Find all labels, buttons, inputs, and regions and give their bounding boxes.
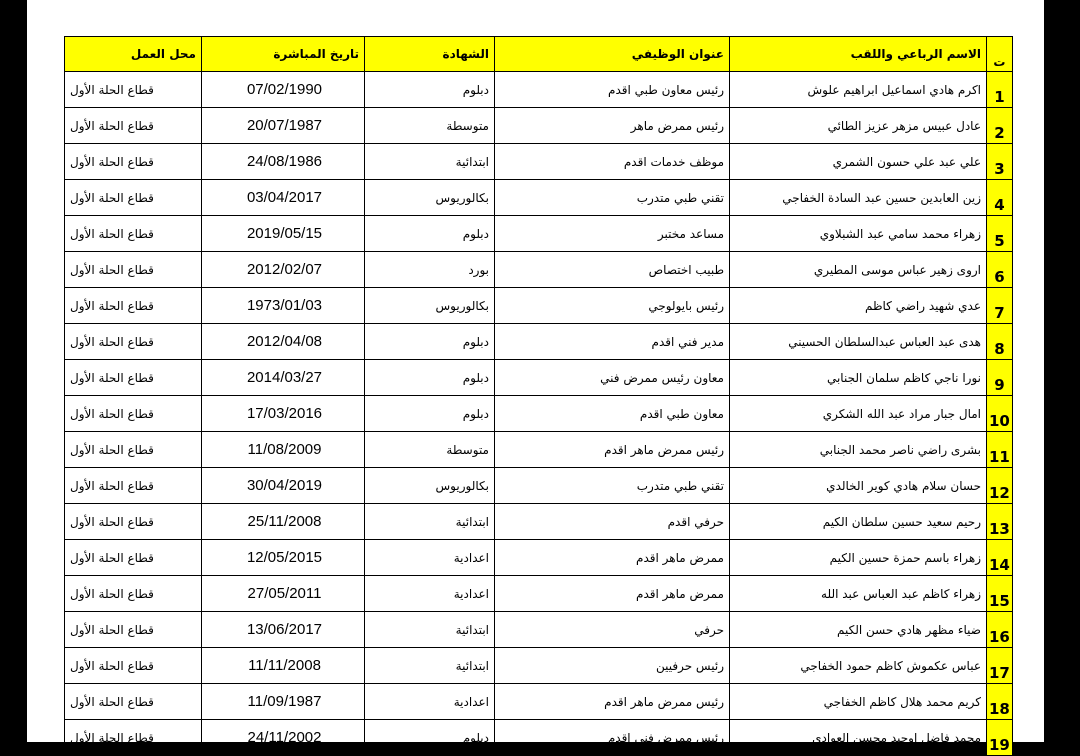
cell-location [65, 288, 202, 324]
row-number: 12 [987, 468, 1013, 504]
cell-location-text: قطاع الحلة الأول [70, 262, 154, 277]
table-row [65, 612, 1013, 648]
header-title: عنوان الوظيفي [495, 37, 730, 72]
cell-name: عادل عبيس مزهر عزيز الطائي [730, 108, 987, 144]
cell-location [65, 324, 202, 360]
cell-location [65, 684, 202, 720]
cell-name: زهراء باسم حمزة حسين الكيم [730, 540, 987, 576]
cell-certificate: ابتدائية [365, 504, 495, 540]
row-number: 11 [987, 432, 1013, 468]
row-number: 1 [987, 72, 1013, 108]
table-row [65, 396, 1013, 432]
cell-start-date: 24/11/2002 [202, 720, 365, 756]
cell-name: بشرى راضي ناصر محمد الجنابي [730, 432, 987, 468]
cell-certificate: دبلوم [365, 360, 495, 396]
cell-certificate: بكالوريوس [365, 468, 495, 504]
cell-job-title: رئيس ممرض ماهر اقدم [495, 432, 730, 468]
table-row [65, 684, 1013, 720]
row-number: 4 [987, 180, 1013, 216]
cell-name: علي عبد علي حسون الشمري [730, 144, 987, 180]
cell-start-date: 17/03/2016 [202, 396, 365, 432]
cell-start-date: 30/04/2019 [202, 468, 365, 504]
cell-certificate: دبلوم [365, 324, 495, 360]
row-number: 6 [987, 252, 1013, 288]
cell-start-date: 2012/04/08 [202, 324, 365, 360]
cell-start-date: 11/11/2008 [202, 648, 365, 684]
cell-name: امال جبار مراد عبد الله الشكري [730, 396, 987, 432]
cell-start-date: 27/05/2011 [202, 576, 365, 612]
table-row [65, 252, 1013, 288]
cell-certificate: متوسطة [365, 108, 495, 144]
cell-location [65, 72, 202, 108]
cell-start-date: 12/05/2015 [202, 540, 365, 576]
cell-name: زين العابدين حسين عبد السادة الخفاجي [730, 180, 987, 216]
cell-job-title: طبيب اختصاص [495, 252, 730, 288]
cell-location-text: قطاع الحلة الأول [70, 658, 154, 673]
cell-certificate: اعدادية [365, 576, 495, 612]
cell-name: كريم محمد هلال كاظم الخفاجي [730, 684, 987, 720]
cell-start-date: 2012/02/07 [202, 252, 365, 288]
cell-name: عباس عكموش كاظم حمود الخفاجي [730, 648, 987, 684]
cell-location-text: قطاع الحلة الأول [70, 118, 154, 133]
cell-certificate: متوسطة [365, 432, 495, 468]
cell-job-title: مدير فني اقدم [495, 324, 730, 360]
cell-location [65, 144, 202, 180]
table-row [65, 540, 1013, 576]
cell-job-title: ممرض ماهر اقدم [495, 576, 730, 612]
cell-certificate: دبلوم [365, 72, 495, 108]
cell-certificate: بكالوريوس [365, 288, 495, 324]
cell-name: زهراء محمد سامي عبد الشبلاوي [730, 216, 987, 252]
cell-job-title: رئيس ممرض فني اقدم [495, 720, 730, 756]
document-page [27, 0, 1044, 754]
cell-location-text: قطاع الحلة الأول [70, 622, 154, 637]
cell-start-date: 11/09/1987 [202, 684, 365, 720]
row-number: 7 [987, 288, 1013, 324]
cell-location-text: قطاع الحلة الأول [70, 478, 154, 493]
cell-name: زهراء كاظم عبد العباس عبد الله [730, 576, 987, 612]
row-number: 2 [987, 108, 1013, 144]
table-row [65, 216, 1013, 252]
header-cert: الشهادة [365, 37, 495, 72]
cell-location [65, 648, 202, 684]
cell-certificate: دبلوم [365, 720, 495, 756]
cell-certificate: بورد [365, 252, 495, 288]
cell-start-date: 25/11/2008 [202, 504, 365, 540]
cell-location-text: قطاع الحلة الأول [70, 334, 154, 349]
row-number: 5 [987, 216, 1013, 252]
row-number: 19 [987, 720, 1013, 756]
cell-job-title: حرفي [495, 612, 730, 648]
cell-location-text: قطاع الحلة الأول [70, 298, 154, 313]
cell-start-date: 24/08/1986 [202, 144, 365, 180]
cell-location [65, 720, 202, 756]
table-row [65, 504, 1013, 540]
table-row [65, 360, 1013, 396]
table-row [65, 720, 1013, 756]
cell-name: رحيم سعيد حسين سلطان الكيم [730, 504, 987, 540]
table-row [65, 432, 1013, 468]
cell-name: نورا ناجي كاظم سلمان الجنابي [730, 360, 987, 396]
cell-location-text: قطاع الحلة الأول [70, 226, 154, 241]
cell-job-title: رئيس ممرض ماهر اقدم [495, 684, 730, 720]
row-number: 3 [987, 144, 1013, 180]
header-date: تاريخ المباشرة [202, 37, 365, 72]
cell-location [65, 504, 202, 540]
cell-name: اكرم هادي اسماعيل ابراهيم علوش [730, 72, 987, 108]
cell-job-title: رئيس ممرض ماهر [495, 108, 730, 144]
row-number: 10 [987, 396, 1013, 432]
cell-job-title: مساعد مختبر [495, 216, 730, 252]
cell-location [65, 252, 202, 288]
cell-job-title: موظف خدمات اقدم [495, 144, 730, 180]
table-row [65, 648, 1013, 684]
cell-location [65, 216, 202, 252]
table-row [65, 576, 1013, 612]
cell-location [65, 576, 202, 612]
table-row [65, 324, 1013, 360]
cell-name: حسان سلام هادي كوير الخالدي [730, 468, 987, 504]
cell-start-date: 03/04/2017 [202, 180, 365, 216]
cell-location [65, 396, 202, 432]
cell-certificate: ابتدائية [365, 144, 495, 180]
row-number: 14 [987, 540, 1013, 576]
table-row [65, 108, 1013, 144]
cell-location-text: قطاع الحلة الأول [70, 370, 154, 385]
cell-location-text: قطاع الحلة الأول [70, 514, 154, 529]
cell-location-text: قطاع الحلة الأول [70, 730, 154, 745]
cell-location-text: قطاع الحلة الأول [70, 694, 154, 709]
table-row [65, 72, 1013, 108]
cell-certificate: اعدادية [365, 540, 495, 576]
cell-start-date: 20/07/1987 [202, 108, 365, 144]
cell-name: اروى زهير عباس موسى المطيري [730, 252, 987, 288]
cell-job-title: ممرض ماهر اقدم [495, 540, 730, 576]
cell-certificate: ابتدائية [365, 612, 495, 648]
cell-location-text: قطاع الحلة الأول [70, 82, 154, 97]
cell-start-date: 11/08/2009 [202, 432, 365, 468]
cell-job-title: حرفي اقدم [495, 504, 730, 540]
cell-location-text: قطاع الحلة الأول [70, 190, 154, 205]
cell-location [65, 540, 202, 576]
employee-table [64, 36, 1013, 756]
cell-location [65, 432, 202, 468]
table-row [65, 288, 1013, 324]
cell-location [65, 612, 202, 648]
cell-location-text: قطاع الحلة الأول [70, 154, 154, 169]
row-number: 18 [987, 684, 1013, 720]
row-number: 17 [987, 648, 1013, 684]
header-location: محل العمل [65, 37, 202, 72]
cell-location-text: قطاع الحلة الأول [70, 406, 154, 421]
cell-job-title: رئيس معاون طبي اقدم [495, 72, 730, 108]
cell-job-title: معاون رئيس ممرض فني [495, 360, 730, 396]
cell-name: محمد فاضل اوحيد محسن العوادي [730, 720, 987, 756]
cell-start-date: 07/02/1990 [202, 72, 365, 108]
cell-start-date: 1973/01/03 [202, 288, 365, 324]
row-number: 13 [987, 504, 1013, 540]
cell-name: عدي شهيد راضي كاظم [730, 288, 987, 324]
cell-name: هدى عبد العباس عبدالسلطان الحسيني [730, 324, 987, 360]
cell-job-title: تقني طبي متدرب [495, 180, 730, 216]
cell-job-title: تقني طبي متدرب [495, 468, 730, 504]
cell-location [65, 468, 202, 504]
cell-certificate: ابتدائية [365, 648, 495, 684]
cell-name: ضياء مظهر هادي حسن الكيم [730, 612, 987, 648]
cell-location-text: قطاع الحلة الأول [70, 586, 154, 601]
cell-start-date: 2019/05/15 [202, 216, 365, 252]
cell-certificate: بكالوريوس [365, 180, 495, 216]
row-number: 9 [987, 360, 1013, 396]
table-row [65, 468, 1013, 504]
row-number: 8 [987, 324, 1013, 360]
cell-location [65, 180, 202, 216]
cell-certificate: اعدادية [365, 684, 495, 720]
cell-location [65, 108, 202, 144]
row-number: 16 [987, 612, 1013, 648]
row-number: 15 [987, 576, 1013, 612]
cell-start-date: 13/06/2017 [202, 612, 365, 648]
table-row [65, 144, 1013, 180]
cell-start-date: 2014/03/27 [202, 360, 365, 396]
cell-location [65, 360, 202, 396]
cell-job-title: رئيس بايولوجي [495, 288, 730, 324]
header-num: ت [987, 37, 1013, 72]
cell-location-text: قطاع الحلة الأول [70, 442, 154, 457]
table-header-row [65, 37, 1013, 72]
cell-location-text: قطاع الحلة الأول [70, 550, 154, 565]
header-name: الاسم الرباعي واللقب [730, 37, 987, 72]
cell-certificate: دبلوم [365, 396, 495, 432]
cell-job-title: معاون طبي اقدم [495, 396, 730, 432]
table-row [65, 180, 1013, 216]
cell-job-title: رئيس حرفيين [495, 648, 730, 684]
cell-certificate: دبلوم [365, 216, 495, 252]
